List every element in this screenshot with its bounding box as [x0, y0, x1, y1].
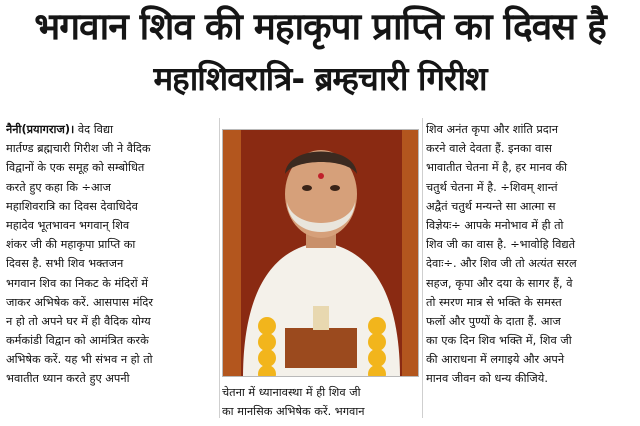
article-line: की आराधना में लगाइये और अपने — [426, 353, 565, 367]
left-eye — [302, 185, 312, 191]
article-line: शंकर जी की महाकृपा प्राप्ति का — [6, 238, 136, 252]
article-line: शिव जी का वास है. ÷भावोहि विद्यते — [426, 238, 576, 252]
article-line: चेतना में ध्यानावस्था में ही शिव जी — [222, 386, 361, 399]
article-line: जाकर अभिषेक करें. आसपास मंदिर — [6, 295, 154, 309]
article-line: का एक दिन शिव भक्ति में, शिव जी — [426, 334, 572, 348]
article-line: चतुर्थ चेतना में है. ÷शिवम् शान्तं — [426, 180, 558, 194]
column-divider — [422, 118, 423, 418]
article-line: महादेव भूतभावन भगवान् शिव — [6, 218, 130, 232]
article-line: मार्तण्ड ब्रह्मचारी गिरीश जी ने वैदिक — [6, 142, 151, 156]
article-line: दिवस है. सभी शिव भक्तजन — [6, 257, 124, 271]
article-line: अद्वैतं चतुर्थ मन्यन्ते सा आत्मा स — [426, 199, 556, 213]
article-line: करते हुए कहा कि ÷आज — [6, 180, 111, 194]
right-eye — [330, 185, 340, 191]
article-line: करने वाले देवता हैं. इनका वास — [426, 142, 552, 156]
article-line: भगवान शिव का निकट के मंदिरों में — [6, 276, 149, 290]
article-line — [6, 120, 218, 139]
article-photo — [222, 129, 419, 377]
headline-line-2: महाशिवरात्रि- ब्रम्हचारी गिरीश — [153, 59, 487, 98]
headline-line-1: भगवान शिव की महाकृपा प्राप्ति का दिवस है — [34, 5, 606, 48]
article-line: भावातीत चेतना में है, हर मानव की — [426, 161, 568, 175]
marigold-garland-right — [368, 317, 386, 377]
altar — [285, 328, 357, 368]
tilak-mark — [318, 173, 324, 179]
article-line: फलों और पुण्यों के दाता हैं. आज — [426, 314, 561, 328]
article-line: कर्मकांडी विद्वान को आमंत्रित करके — [6, 334, 149, 348]
article-line: न हो तो अपने घर में ही वैदिक योग्य — [6, 314, 151, 328]
article-line: देवाः÷. और शिव जी तो अत्यंत सरल — [426, 257, 577, 271]
lamp-stand — [313, 306, 329, 330]
article-line-text: वेद विद्या — [77, 123, 113, 136]
article-line: अभिषेक करें. यह भी संभव न हो तो — [6, 353, 153, 367]
article-line: सहज, कृपा और दया के सागर हैं, वे — [426, 276, 573, 290]
curtain-right — [402, 130, 419, 377]
article-line: भवातीत ध्यान करते हुए अपनी — [6, 372, 130, 386]
article-line: महाशिवरात्रि का दिवस देवाधिदेव — [6, 199, 138, 213]
article-line: विज्ञेयः÷ आपके मनोभाव में ही तो — [426, 218, 564, 232]
article-left-column — [6, 120, 218, 389]
article-right-column — [426, 120, 632, 389]
article-line: शिव अनंत कृपा और शांति प्रदान — [426, 123, 558, 136]
column-divider — [219, 118, 220, 418]
curtain-left — [223, 130, 241, 377]
article-line: विद्वानों के एक समूह को सम्बोधित — [6, 161, 145, 175]
dateline: नैनी(प्रयागराज)। — [6, 123, 75, 136]
article-line: मानव जीवन को धन्य कीजिये. — [426, 372, 548, 386]
portrait-illustration — [223, 130, 419, 377]
marigold-garland-left — [258, 317, 276, 377]
article-middle-text — [222, 383, 422, 421]
article-line: तो स्मरण मात्र से भक्ति के समस्त — [426, 295, 562, 309]
article-line: का मानसिक अभिषेक करें. भगवान — [222, 405, 365, 419]
